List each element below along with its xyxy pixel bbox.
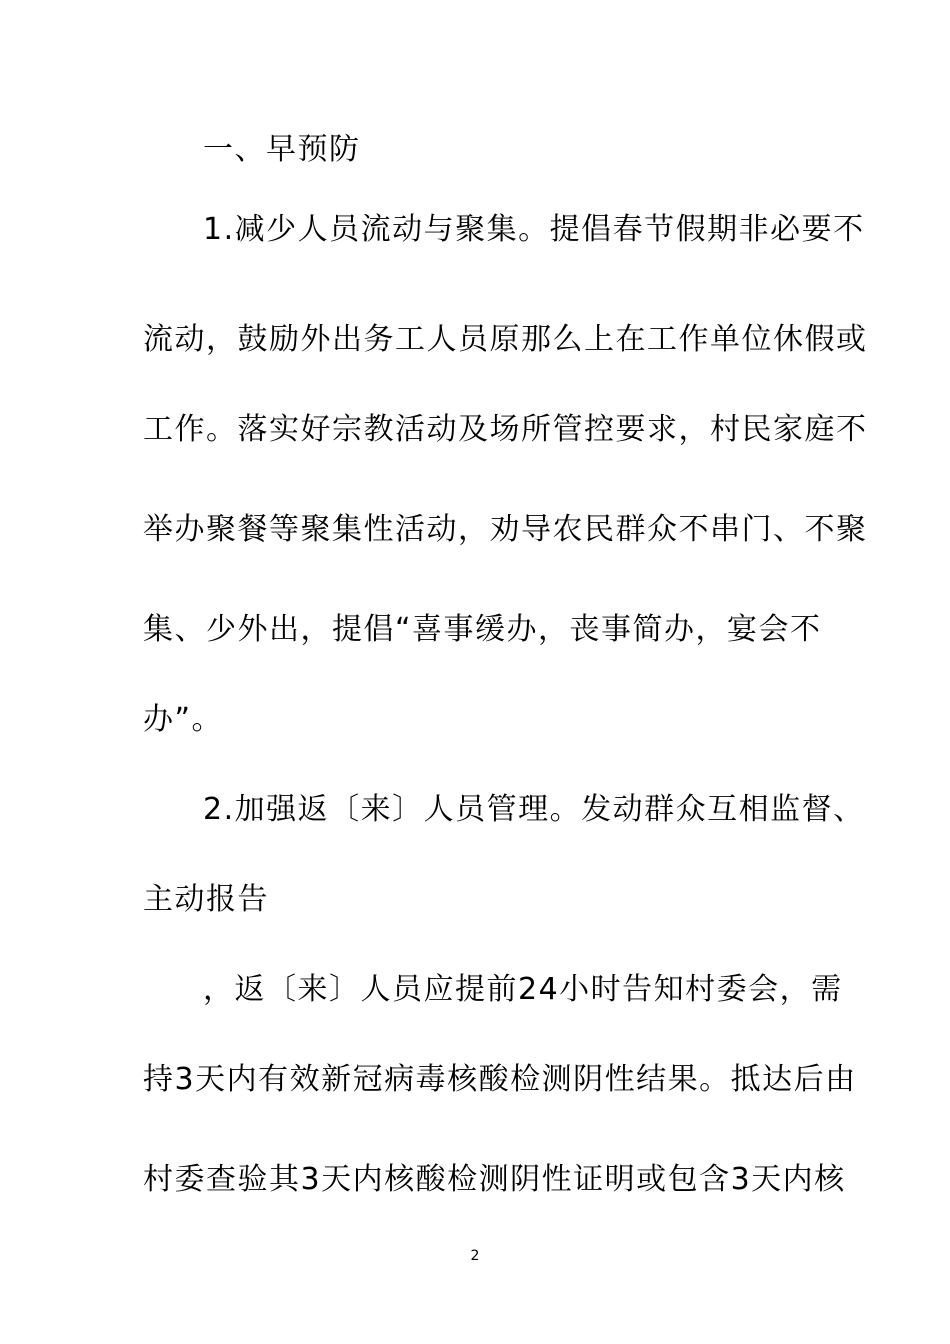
paragraph-line: 2.加强返〔来〕人员管理。发动群众互相监督、 (203, 792, 865, 827)
paragraph-line: 举办聚餐等聚集性活动，劝导农民群众不串门、不聚 (143, 512, 868, 547)
paragraph-line: ，返〔来〕人员应提前24小时告知村委会，需 (203, 972, 843, 1007)
paragraph-line: 主动报告 (143, 882, 269, 917)
paragraph-line: 办”。 (143, 702, 224, 737)
paragraph-line: 工作。落实好宗教活动及场所管控要求，村民家庭不 (143, 412, 868, 447)
paragraph-line: 持3天内有效新冠病毒核酸检测阴性结果。抵达后由 (143, 1062, 857, 1097)
paragraph-line: 流动，鼓励外出务工人员原那么上在工作单位休假或 (143, 322, 868, 357)
paragraph-line: 1.减少人员流动与聚集。提倡春节假期非必要不 (203, 212, 865, 247)
page-number: 2 (470, 1248, 480, 1264)
section-heading: 一、早预防 (203, 132, 361, 167)
paragraph-line: 村委查验其3天内核酸检测阴性证明或包含3天内核 (143, 1162, 846, 1197)
paragraph-line: 集、少外出，提倡“喜事缓办，丧事简办，宴会不 (143, 612, 822, 647)
